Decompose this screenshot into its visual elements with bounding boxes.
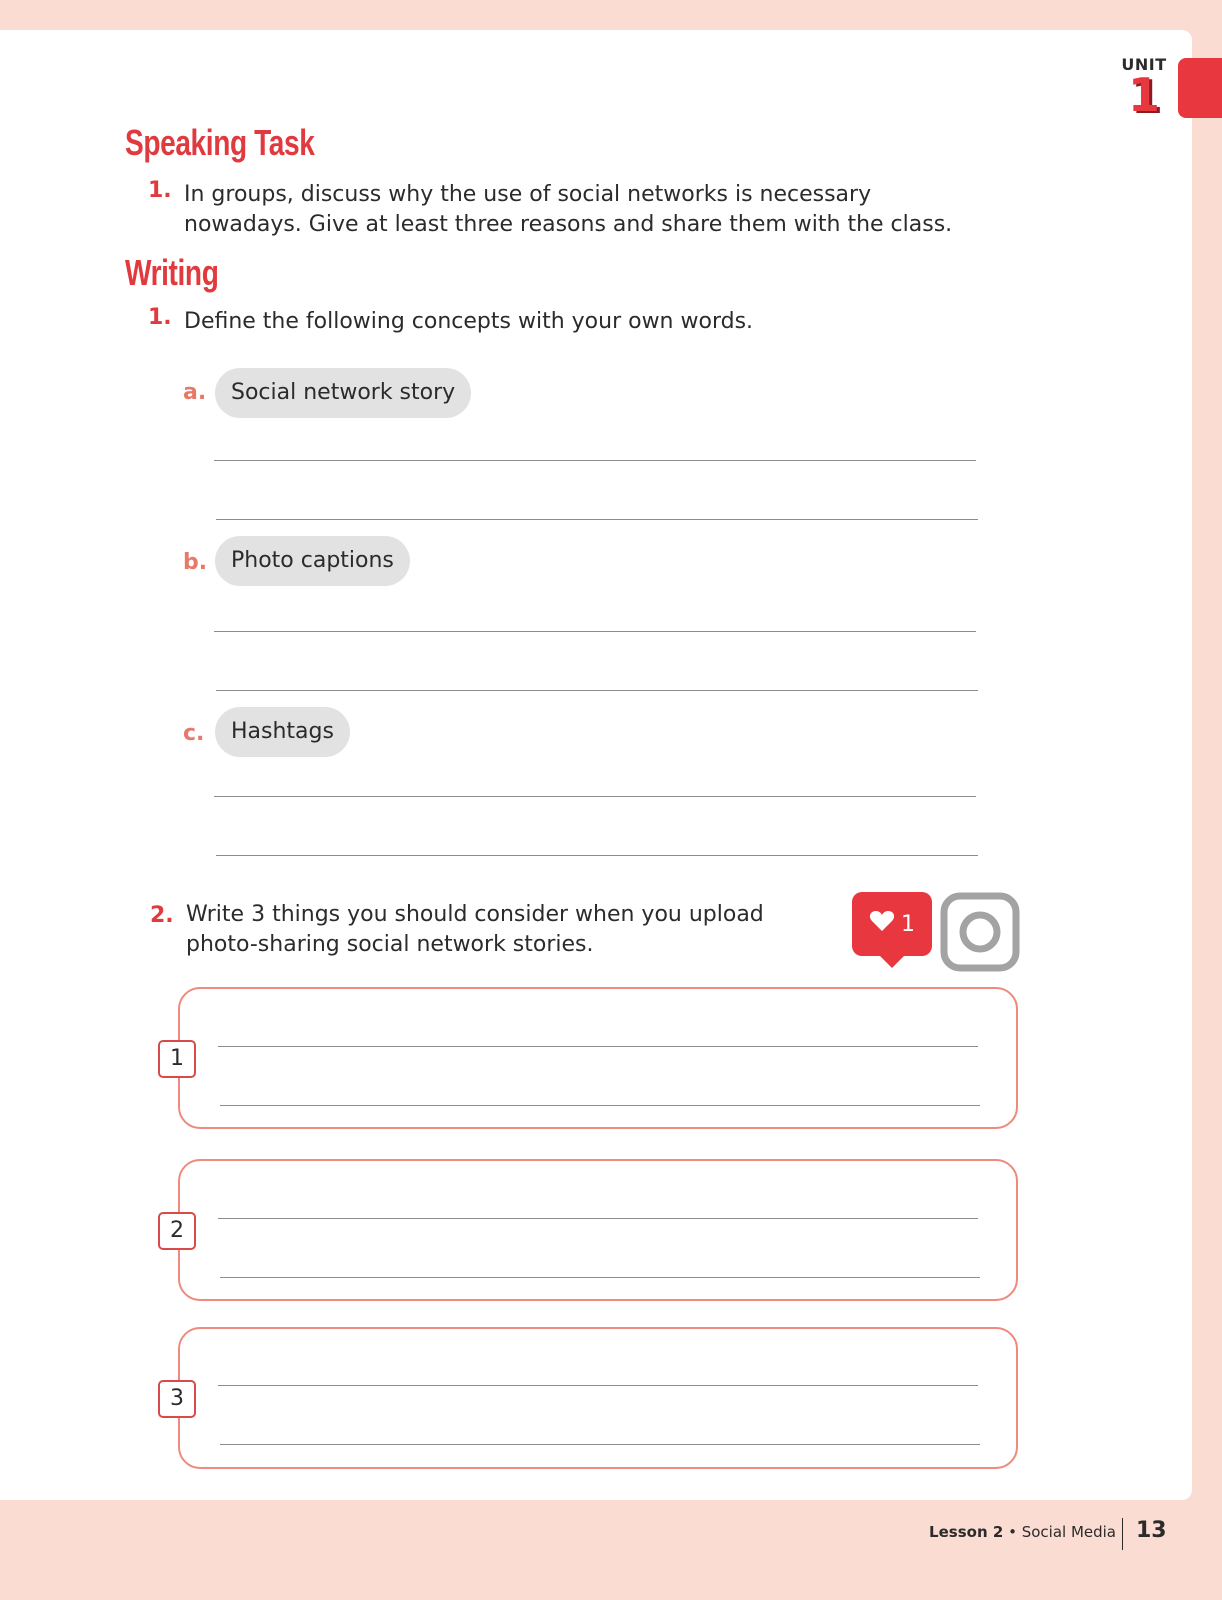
writing-item1-number: 1. <box>148 305 172 330</box>
answer-box-3-line-1[interactable] <box>218 1385 978 1386</box>
unit-label: UNIT <box>1121 55 1167 74</box>
answer-box-1-line-2[interactable] <box>220 1105 980 1106</box>
answer-box-2-number: 2 <box>158 1212 196 1250</box>
page-number: 13 <box>1136 1518 1167 1543</box>
footer-divider <box>1122 1518 1123 1550</box>
concept-c-pill: Hashtags <box>215 707 350 757</box>
footer-lesson: Lesson 2 <box>929 1523 1004 1541</box>
concept-b-answer-line-2[interactable] <box>216 690 978 691</box>
writing-item2-text-line2: photo-sharing social network stories. <box>186 932 594 957</box>
concept-b-answer-line-1[interactable] <box>214 631 976 632</box>
concept-c-answer-line-1[interactable] <box>214 796 976 797</box>
concept-a-pill: Social network story <box>215 368 471 418</box>
concept-a-answer-line-1[interactable] <box>214 460 976 461</box>
concept-b-letter: b. <box>183 550 208 575</box>
answer-box-2-line-2[interactable] <box>220 1277 980 1278</box>
footer-lesson-info <box>929 1523 1116 1541</box>
answer-box-1 <box>178 987 1018 1129</box>
answer-box-3-number: 3 <box>158 1380 196 1418</box>
answer-box-3-line-2[interactable] <box>220 1444 980 1445</box>
concept-c-answer-line-2[interactable] <box>216 855 978 856</box>
footer-bullet: • <box>1008 1523 1017 1541</box>
speaking-item-text-line1: In groups, discuss why the use of social networks is necessary <box>184 182 872 207</box>
like-badge-tail <box>878 954 906 968</box>
writing-item2-text-line1: Write 3 things you should consider when you upload <box>186 902 764 927</box>
camera-icon <box>940 892 1020 972</box>
concept-b-pill: Photo captions <box>215 536 410 586</box>
heart-icon <box>869 909 895 939</box>
concept-a-answer-line-2[interactable] <box>216 519 978 520</box>
writing-item1-text: Define the following concepts with your own words. <box>184 309 754 334</box>
like-notification-badge <box>852 892 932 956</box>
speaking-item-text-line2: nowadays. Give at least three reasons and share them with the class. <box>184 212 953 237</box>
writing-item2-number: 2. <box>150 903 174 928</box>
writing-title: Writing <box>125 252 219 293</box>
answer-box-1-number: 1 <box>158 1040 196 1078</box>
speaking-task-title: Speaking Task <box>125 122 315 163</box>
answer-box-2 <box>178 1159 1018 1301</box>
unit-number: 1 <box>1127 68 1160 122</box>
concept-c-letter: c. <box>183 721 205 746</box>
answer-box-2-line-1[interactable] <box>218 1218 978 1219</box>
answer-box-1-line-1[interactable] <box>218 1046 978 1047</box>
footer-topic: Social Media <box>1021 1523 1116 1541</box>
answer-box-3 <box>178 1327 1018 1469</box>
concept-a-letter: a. <box>183 380 207 405</box>
speaking-item-number: 1. <box>148 178 172 203</box>
like-count: 1 <box>901 911 915 937</box>
